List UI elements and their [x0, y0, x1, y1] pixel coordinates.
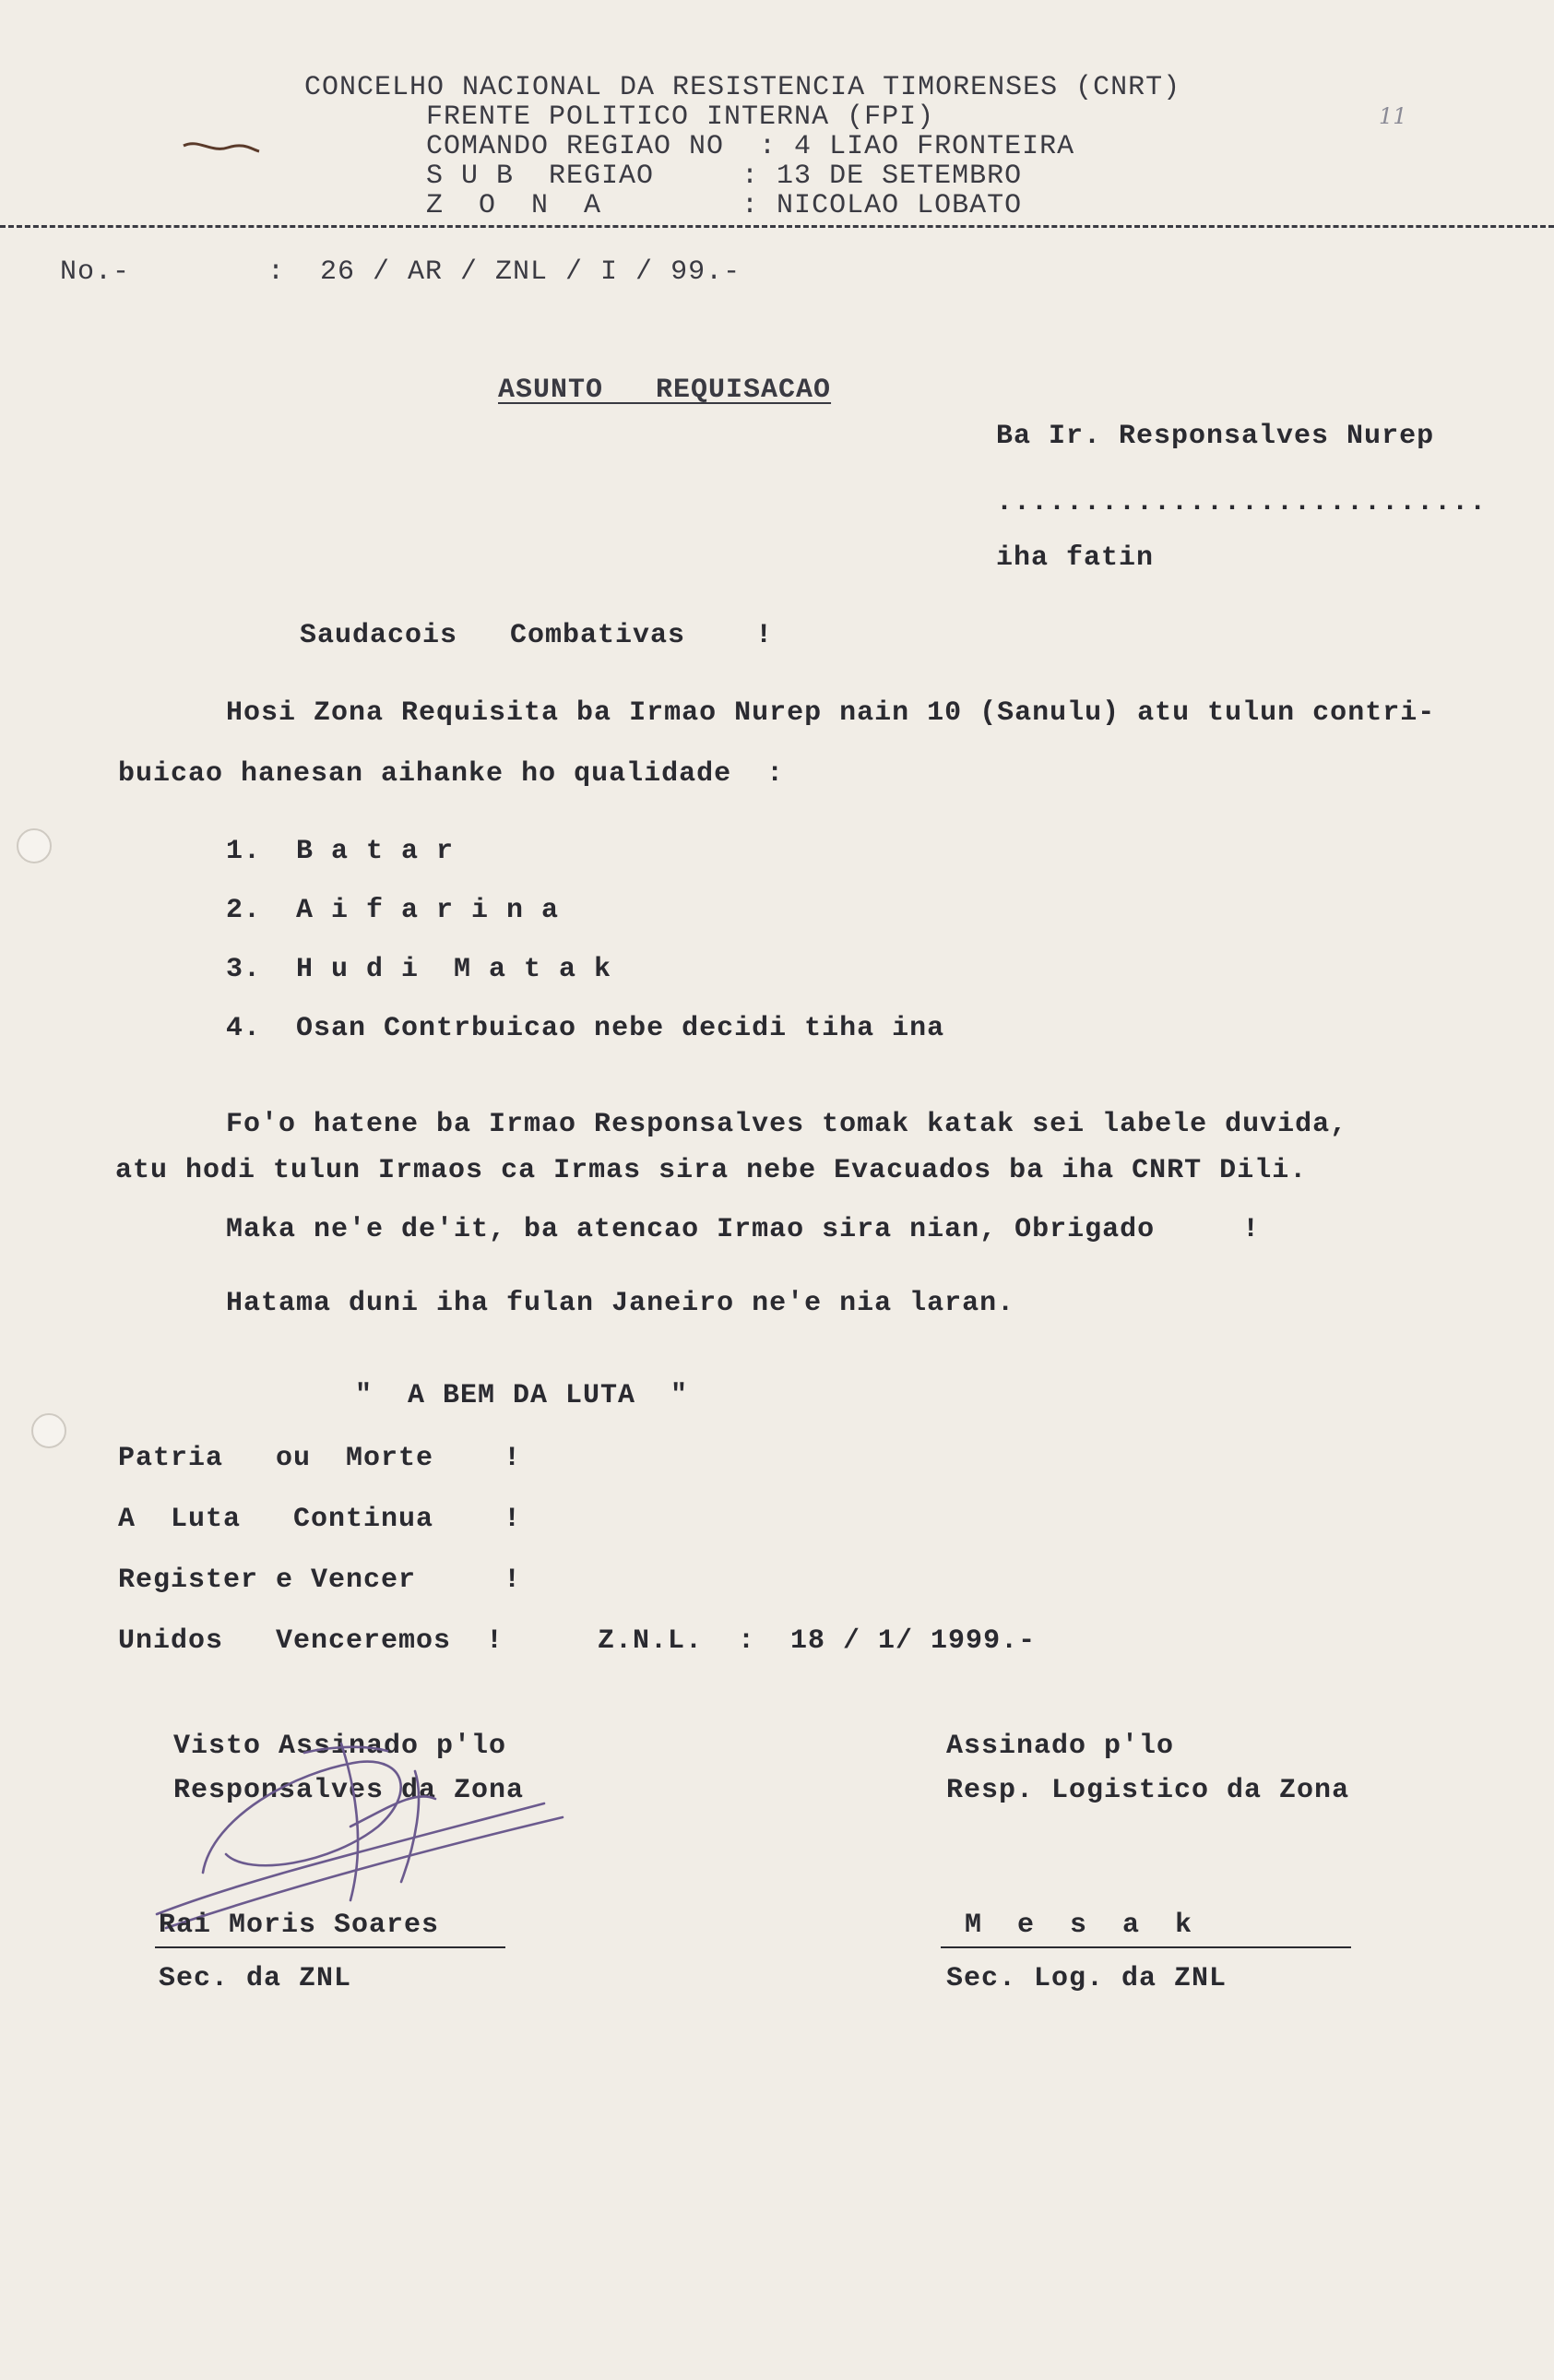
body-para1-line2: buicao hanesan aihanke ho qualidade :: [118, 758, 785, 790]
date-line: Z.N.L. : 18 / 1/ 1999.-: [598, 1625, 1037, 1657]
handwritten-signature: [138, 1716, 581, 1937]
list-item: 4. Osan Contrbuicao nebe decidi tiha ina: [226, 1013, 945, 1044]
pen-mark: [180, 129, 263, 166]
list-item: 3. H u d i M a t a k: [226, 954, 612, 985]
signature-right-line-2: Resp. Logistico da Zona: [946, 1775, 1350, 1806]
body-para3: Maka ne'e de'it, ba atencao Irmao sira nian, Obrigado !: [226, 1214, 1261, 1245]
header-line-1: CONCELHO NACIONAL DA RESISTENCIA TIMORENSES (CNRT): [304, 72, 1181, 103]
addressee-line-3: iha fatin: [996, 542, 1155, 574]
page-number-mark: 11: [1379, 103, 1407, 129]
list-item: 1. B a t a r: [226, 836, 455, 867]
body-para2-line1: Fo'o hatene ba Irmao Responsalves tomak katak sei labele duvida,: [226, 1109, 1348, 1140]
slogan-line: A Luta Continua !: [118, 1504, 522, 1535]
punch-hole-bottom: [31, 1413, 66, 1448]
list-item: 2. A i f a r i n a: [226, 895, 560, 926]
header-divider: [0, 225, 1554, 228]
signature-left-line-2: Responsalves da Zona: [173, 1775, 525, 1806]
reference-label: No.-: [60, 256, 131, 288]
slogan-line: Unidos Venceremos !: [118, 1625, 504, 1657]
reference-number: : 26 / AR / ZNL / I / 99.-: [267, 256, 741, 288]
addressee-line-1: Ba Ir. Responsalves Nurep: [996, 421, 1435, 452]
header-line-3: COMANDO REGIAO NO : 4 LIAO FRONTEIRA: [426, 131, 1075, 162]
header-line-4: S U B REGIAO : 13 DE SETEMBRO: [426, 161, 1023, 192]
body-para1-line1: Hosi Zona Requisita ba Irmao Nurep nain 10 (Sanulu) atu tulun contri-: [226, 697, 1436, 729]
punch-hole-top: [17, 828, 52, 863]
signature-right-name: M e s a k: [965, 1910, 1193, 1941]
body-para2-line2: atu hodi tulun Irmaos ca Irmas sira nebe Evacuados ba iha CNRT Dili.: [115, 1155, 1308, 1186]
signature-left-line-1: Visto Assinado p'lo: [173, 1731, 507, 1762]
header-line-2: FRENTE POLITICO INTERNA (FPI): [426, 101, 935, 133]
signature-left-name: Rai Moris Soares: [159, 1910, 440, 1941]
slogan-line: Register e Vencer !: [118, 1565, 522, 1596]
subject-heading: ASUNTO REQUISACAO: [498, 375, 832, 406]
slogan-line: Patria ou Morte !: [118, 1443, 522, 1474]
signature-left-rule: [155, 1946, 505, 1948]
greeting: Saudacois Combativas !: [300, 620, 774, 651]
header-line-5: Z O N A : NICOLAO LOBATO: [426, 190, 1023, 221]
signature-right-line-1: Assinado p'lo: [946, 1731, 1175, 1762]
signature-left-title: Sec. da ZNL: [159, 1963, 352, 1994]
signature-right-rule: [941, 1946, 1351, 1948]
body-para4: Hatama duni iha fulan Janeiro ne'e nia laran.: [226, 1288, 1015, 1319]
signature-right-title: Sec. Log. da ZNL: [946, 1963, 1228, 1994]
addressee-dots: ............................: [996, 487, 1488, 518]
motto: " A BEM DA LUTA ": [355, 1380, 689, 1411]
